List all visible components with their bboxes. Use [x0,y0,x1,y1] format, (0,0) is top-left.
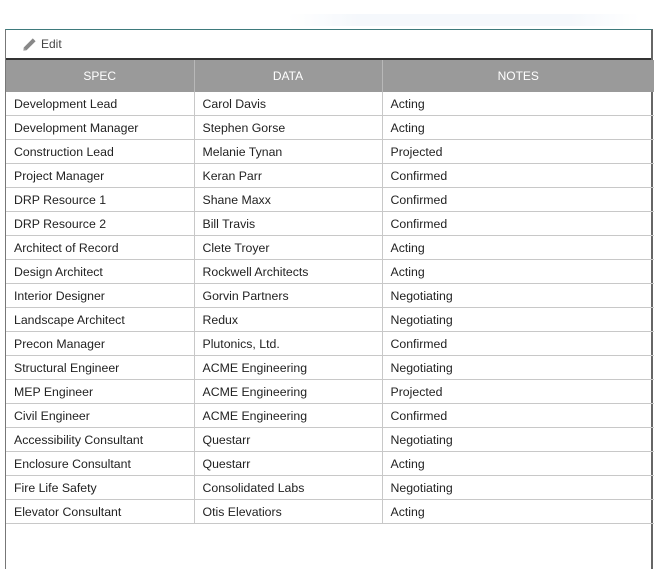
edit-button[interactable] [22,37,62,52]
data-cell[interactable]: Redux [194,308,382,332]
table-row[interactable] [6,380,654,404]
column-header-spec[interactable]: SPEC [6,60,194,92]
notes-cell[interactable]: Confirmed [382,164,654,188]
table-row[interactable] [6,284,654,308]
notes-cell[interactable]: Negotiating [382,308,654,332]
notes-cell[interactable]: Confirmed [382,332,654,356]
notes-cell[interactable]: Negotiating [382,284,654,308]
table-row[interactable] [6,404,654,428]
spec-table [6,60,654,524]
spec-cell[interactable]: Landscape Architect [6,308,194,332]
spec-cell[interactable]: Project Manager [6,164,194,188]
spec-cell[interactable]: Fire Life Safety [6,476,194,500]
notes-cell[interactable]: Confirmed [382,404,654,428]
spec-cell[interactable]: Elevator Consultant [6,500,194,524]
data-cell[interactable]: Keran Parr [194,164,382,188]
data-cell[interactable]: Clete Troyer [194,236,382,260]
notes-cell[interactable]: Negotiating [382,356,654,380]
table-row[interactable] [6,500,654,524]
spec-cell[interactable]: Accessibility Consultant [6,428,194,452]
spec-cell[interactable]: Development Manager [6,116,194,140]
notes-cell[interactable]: Negotiating [382,428,654,452]
notes-cell[interactable]: Acting [382,92,654,116]
table-row[interactable] [6,188,654,212]
table-row[interactable] [6,428,654,452]
data-cell[interactable]: Consolidated Labs [194,476,382,500]
data-cell[interactable]: Shane Maxx [194,188,382,212]
column-header-notes[interactable]: NOTES [382,60,654,92]
spec-cell[interactable]: Enclosure Consultant [6,452,194,476]
spec-cell[interactable]: Architect of Record [6,236,194,260]
spec-cell[interactable]: DRP Resource 1 [6,188,194,212]
data-cell[interactable]: Questarr [194,428,382,452]
spec-cell[interactable]: Construction Lead [6,140,194,164]
data-cell[interactable]: Bill Travis [194,212,382,236]
data-cell[interactable]: ACME Engineering [194,380,382,404]
spec-cell[interactable]: Civil Engineer [6,404,194,428]
table-row[interactable] [6,92,654,116]
notes-cell[interactable]: Acting [382,260,654,284]
table-row[interactable] [6,236,654,260]
toolbar [6,30,651,60]
table-row[interactable] [6,356,654,380]
spec-cell[interactable]: DRP Resource 2 [6,212,194,236]
spec-cell[interactable]: Structural Engineer [6,356,194,380]
data-cell[interactable]: Gorvin Partners [194,284,382,308]
column-header-data[interactable]: DATA [194,60,382,92]
table-row[interactable] [6,260,654,284]
spec-cell[interactable]: Design Architect [6,260,194,284]
data-cell[interactable]: Rockwell Architects [194,260,382,284]
data-cell[interactable]: Stephen Gorse [194,116,382,140]
spec-table-panel [5,29,653,569]
data-cell[interactable]: Plutonics, Ltd. [194,332,382,356]
notes-cell[interactable]: Projected [382,380,654,404]
data-cell[interactable]: Carol Davis [194,92,382,116]
notes-cell[interactable]: Acting [382,236,654,260]
data-cell[interactable]: Questarr [194,452,382,476]
data-cell[interactable]: Otis Elevatiors [194,500,382,524]
notes-cell[interactable]: Acting [382,452,654,476]
pencil-icon [22,37,37,52]
data-cell[interactable]: Melanie Tynan [194,140,382,164]
table-row[interactable] [6,140,654,164]
spec-cell[interactable]: Development Lead [6,92,194,116]
notes-cell[interactable]: Acting [382,500,654,524]
table-row[interactable] [6,116,654,140]
notes-cell[interactable]: Confirmed [382,188,654,212]
notes-cell[interactable]: Confirmed [382,212,654,236]
table-row[interactable] [6,212,654,236]
spec-cell[interactable]: MEP Engineer [6,380,194,404]
notes-cell[interactable]: Acting [382,116,654,140]
spec-cell[interactable]: Interior Designer [6,284,194,308]
notes-cell[interactable]: Negotiating [382,476,654,500]
edit-label: Edit [41,37,62,51]
header-row [6,60,654,92]
notes-cell[interactable]: Projected [382,140,654,164]
table-row[interactable] [6,164,654,188]
table-row[interactable] [6,332,654,356]
data-cell[interactable]: ACME Engineering [194,404,382,428]
table-row[interactable] [6,476,654,500]
data-cell[interactable]: ACME Engineering [194,356,382,380]
top-strip [288,14,640,26]
table-row[interactable] [6,452,654,476]
spec-cell[interactable]: Precon Manager [6,332,194,356]
table-row[interactable] [6,308,654,332]
